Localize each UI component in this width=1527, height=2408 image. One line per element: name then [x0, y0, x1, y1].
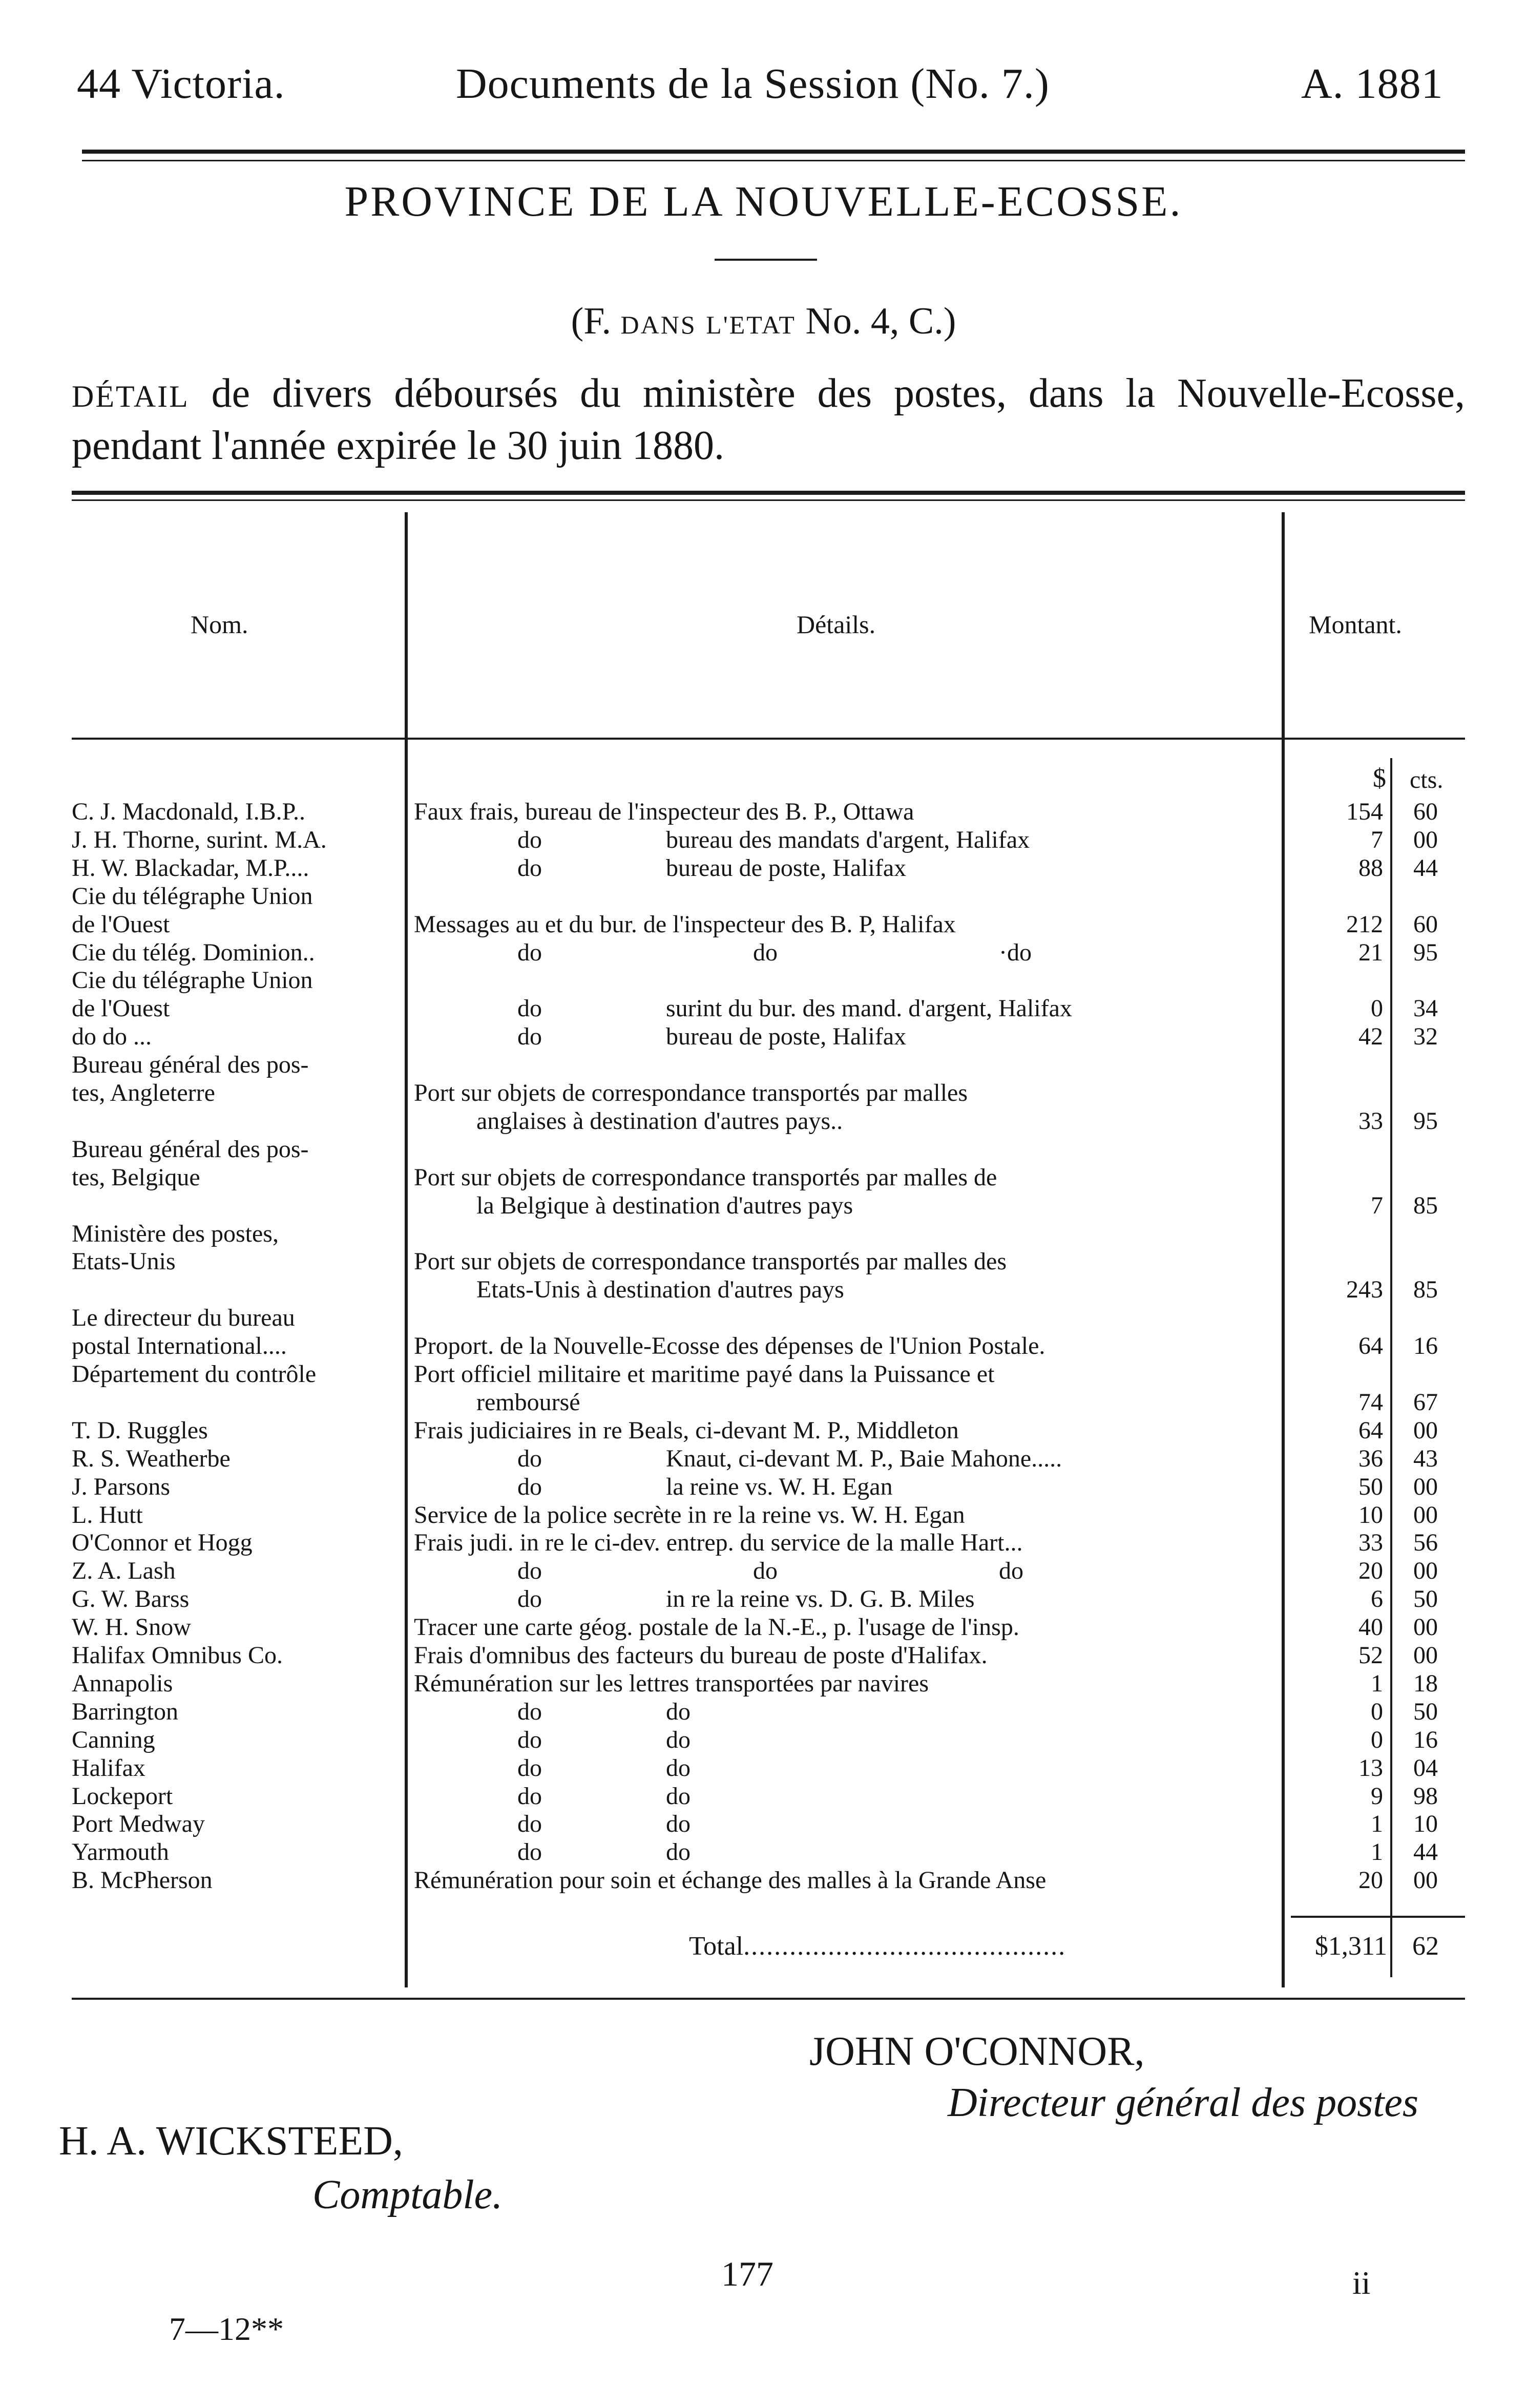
table-row: [0, 995, 1527, 1022]
table-row: [0, 1726, 1527, 1754]
detail-paragraph: [72, 369, 1465, 470]
row-detail: bureau de poste, Halifax: [666, 854, 907, 882]
payee-name: de l'Ouest: [72, 910, 170, 938]
payee-name: W. H. Snow: [72, 1614, 191, 1641]
ditto-mark: do: [517, 938, 542, 966]
table-row: [0, 1389, 1527, 1416]
amount-dollars: 64: [1358, 1332, 1383, 1360]
table-rule-top: [72, 491, 1465, 495]
amount-cents: 95: [1413, 938, 1438, 966]
amount-dollars: 212: [1346, 910, 1383, 938]
amount-dollars: 154: [1346, 798, 1383, 825]
total-amount: $1,311: [1314, 1932, 1387, 1961]
amount-cents: 85: [1413, 1191, 1438, 1219]
row-detail: Port sur objets de correspondance transportés par malles: [414, 1079, 968, 1106]
ditto-mark: do: [753, 938, 778, 966]
payee-name: Halifax Omnibus Co.: [72, 1642, 283, 1669]
table-row: [0, 1220, 1527, 1248]
table-row: [0, 1248, 1527, 1275]
amount-dollars: 10: [1358, 1501, 1383, 1528]
page-title: PROVINCE DE LA NOUVELLE-ECOSSE.: [344, 178, 1183, 225]
director-title: Directeur général des postes: [948, 2080, 1419, 2125]
row-detail: bureau de poste, Halifax: [666, 1023, 907, 1051]
amount-cents: 85: [1413, 1276, 1438, 1304]
payee-name: C. J. Macdonald, I.B.P..: [72, 798, 305, 825]
table-row: [0, 911, 1527, 938]
footer-code: 7—12**: [169, 2311, 284, 2347]
total-rule: [1291, 1916, 1465, 1918]
ref-open: (F.: [571, 300, 612, 342]
amount-dollars: 1: [1371, 1669, 1383, 1697]
amount-dollars: 243: [1346, 1276, 1383, 1304]
table-row: [0, 1332, 1527, 1360]
row-detail: do: [666, 1754, 691, 1782]
header-left: 44 Victoria.: [77, 60, 285, 108]
header-right: A. 1881: [1301, 60, 1444, 108]
row-detail: Port officiel militaire et maritime payé dans la Puissance et: [414, 1360, 995, 1388]
payee-name: Annapolis: [72, 1669, 173, 1697]
row-detail: Frais judiciaires in re Beals, ci-devant M. P., Middleton: [414, 1416, 959, 1444]
total-label: Total: [689, 1932, 744, 1961]
amount-dollars: 1: [1371, 1838, 1383, 1866]
amount-dollars: 0: [1371, 1698, 1383, 1725]
table-row: [0, 1614, 1527, 1641]
payee-name: tes, Belgique: [72, 1163, 200, 1191]
table-row: [0, 1867, 1527, 1894]
table-row: [0, 1192, 1527, 1220]
payee-name: J. Parsons: [72, 1473, 171, 1500]
table-row: [0, 1698, 1527, 1726]
header-separator: [72, 738, 1465, 740]
table-row: [0, 1023, 1527, 1051]
payee-name: Cie du télég. Dominion..: [72, 938, 315, 966]
table-row: [0, 1838, 1527, 1866]
payee-name: Canning: [72, 1726, 155, 1753]
ditto-mark: do: [517, 1782, 542, 1810]
amount-cents: 00: [1413, 1867, 1438, 1894]
total-cents: 62: [1412, 1932, 1439, 1961]
table-row: [0, 1557, 1527, 1585]
row-detail: Rémunération pour soin et échange des malles à la Grande Anse: [414, 1867, 1047, 1894]
table-row: [0, 1754, 1527, 1782]
amount-dollars: 7: [1371, 1191, 1383, 1219]
table-row: [0, 1107, 1527, 1135]
ditto-mark: do: [517, 1754, 542, 1782]
detail-text: de divers déboursés du ministère des postes, dans la Nouvelle-Ecosse, pendant l'année expirée le 30 juin 1880.: [72, 371, 1465, 468]
row-detail: bureau des mandats d'argent, Halifax: [666, 826, 1030, 853]
director-name: JOHN O'CONNOR,: [809, 2029, 1145, 2074]
ditto-mark: do: [517, 1810, 542, 1838]
row-detail-continued: remboursé: [476, 1388, 580, 1416]
unit-cents: cts.: [1410, 766, 1444, 793]
amount-cents: 98: [1413, 1782, 1438, 1810]
amount-cents: 56: [1413, 1529, 1438, 1557]
amount-dollars: 0: [1371, 1726, 1383, 1753]
row-detail: Knaut, ci-devant M. P., Baie Mahone.....: [666, 1444, 1062, 1472]
footer-roman: ii: [1352, 2265, 1371, 2301]
ditto-mark: do: [517, 1726, 542, 1753]
table-row: [0, 1501, 1527, 1529]
ditto-mark: do: [517, 1444, 542, 1472]
ditto-mark: do: [753, 1557, 778, 1585]
row-detail: in re la reine vs. D. G. B. Miles: [666, 1585, 975, 1613]
table-row: [0, 1670, 1527, 1698]
amount-dollars: 52: [1358, 1642, 1383, 1669]
row-detail: do: [666, 1838, 691, 1866]
row-detail: do: [666, 1810, 691, 1838]
table-row: [0, 1810, 1527, 1838]
amount-cents: 16: [1413, 1332, 1438, 1360]
ditto-mark: do: [517, 1838, 542, 1866]
row-detail: Faux frais, bureau de l'inspecteur des B. P., Ottawa: [414, 798, 914, 825]
amount-dollars: 0: [1371, 995, 1383, 1022]
amount-dollars: 64: [1358, 1416, 1383, 1444]
row-detail-continued: Etats-Unis à destination d'autres pays: [476, 1276, 844, 1304]
amount-dollars: 50: [1358, 1473, 1383, 1500]
row-detail: do: [666, 1726, 691, 1753]
amount-dollars: 33: [1358, 1107, 1383, 1135]
amount-cents: 67: [1413, 1388, 1438, 1416]
payee-name: O'Connor et Hogg: [72, 1529, 253, 1557]
amount-dollars: 40: [1358, 1614, 1383, 1641]
table-row: [0, 1417, 1527, 1444]
row-detail-continued: anglaises à destination d'autres pays..: [476, 1107, 843, 1135]
amount-cents: 04: [1413, 1754, 1438, 1782]
amount-dollars: 42: [1358, 1023, 1383, 1051]
column-header-montant: Montant.: [1309, 610, 1402, 639]
payee-name: Halifax: [72, 1754, 145, 1782]
amount-cents: 16: [1413, 1726, 1438, 1753]
header-center: Documents de la Session (No. 7.): [456, 60, 1050, 108]
statement-reference: [0, 300, 1527, 343]
detail-lead: DÉTAIL: [72, 380, 190, 413]
table-rule-top-thin: [72, 499, 1465, 501]
amount-cents: 43: [1413, 1444, 1438, 1472]
amount-cents: 60: [1413, 910, 1438, 938]
amount-cents: 00: [1413, 826, 1438, 853]
row-detail: Service de la police secrète in re la reine vs. W. H. Egan: [414, 1501, 965, 1528]
page-number: 177: [721, 2254, 773, 2293]
amount-dollars: 36: [1358, 1444, 1383, 1472]
payee-name: Le directeur du bureau: [72, 1304, 295, 1332]
title-divider: [715, 259, 817, 261]
payee-name: Département du contrôle: [72, 1360, 317, 1388]
table-row: [0, 854, 1527, 882]
table-row: [0, 1445, 1527, 1473]
amount-dollars: 20: [1358, 1557, 1383, 1585]
ditto-mark: do: [517, 854, 542, 882]
header-rule-bottom: [82, 160, 1465, 161]
payee-name: Ministère des postes,: [72, 1220, 279, 1247]
payee-name: Bureau général des pos-: [72, 1051, 309, 1079]
amount-cents: 44: [1413, 1838, 1438, 1866]
table-row: [0, 967, 1527, 994]
amount-cents: 32: [1413, 1023, 1438, 1051]
amount-dollars: 7: [1371, 826, 1383, 853]
table-row: [0, 1051, 1527, 1079]
payee-name: Cie du télégraphe Union: [72, 967, 313, 994]
row-detail: Messages au et du bur. de l'inspecteur des B. P, Halifax: [414, 910, 956, 938]
table-row: [0, 1304, 1527, 1332]
ref-rest: No. 4, C.): [805, 300, 956, 342]
table-row: [0, 1585, 1527, 1613]
payee-name: Bureau général des pos-: [72, 1135, 309, 1163]
ref-dans: DANS: [620, 310, 697, 339]
ditto-mark: do: [517, 1698, 542, 1725]
amount-cents: 34: [1413, 995, 1438, 1022]
payee-name: H. W. Blackadar, M.P....: [72, 854, 309, 882]
amount-cents: 00: [1413, 1416, 1438, 1444]
table-row: [0, 798, 1527, 826]
payee-name: Lockeport: [72, 1782, 173, 1810]
table-row: [0, 1529, 1527, 1557]
amount-cents: 44: [1413, 854, 1438, 882]
amount-cents: 00: [1413, 1501, 1438, 1528]
payee-name: Yarmouth: [72, 1838, 169, 1866]
unit-dollar: $: [1373, 764, 1386, 793]
row-detail: Tracer une carte géog. postale de la N.-E., p. l'usage de l'insp.: [414, 1614, 1019, 1641]
row-detail: Frais judi. in re le ci-dev. entrep. du service de la malle Hart...: [414, 1529, 1023, 1557]
amount-dollars: 21: [1358, 938, 1383, 966]
accountant-title: Comptable.: [312, 2172, 503, 2217]
payee-name: postal International....: [72, 1332, 287, 1360]
payee-name: R. S. Weatherbe: [72, 1444, 231, 1472]
row-detail: Port sur objets de correspondance transportés par malles de: [414, 1163, 997, 1191]
accountant-name: H. A. WICKSTEED,: [59, 2119, 403, 2164]
ditto-mark: do: [517, 1023, 542, 1051]
row-detail: ·do: [999, 938, 1032, 966]
table-row: [0, 1642, 1527, 1669]
row-detail: do: [666, 1782, 691, 1810]
row-detail: Port sur objets de correspondance transportés par malles des: [414, 1248, 1007, 1275]
ditto-mark: do: [517, 1473, 542, 1500]
amount-dollars: 33: [1358, 1529, 1383, 1557]
amount-cents: 00: [1413, 1614, 1438, 1641]
amount-dollars: 20: [1358, 1867, 1383, 1894]
table-row: [0, 939, 1527, 967]
row-detail: Frais d'omnibus des facteurs du bureau de poste d'Halifax.: [414, 1642, 988, 1669]
table-row: [0, 1360, 1527, 1388]
row-detail: surint du bur. des mand. d'argent, Halifax: [666, 995, 1072, 1022]
amount-dollars: 1: [1371, 1810, 1383, 1838]
row-detail: Rémunération sur les lettres transportées par navires: [414, 1669, 929, 1697]
column-header-details: Détails.: [797, 610, 876, 639]
payee-name: B. McPherson: [72, 1867, 213, 1894]
payee-name: Port Medway: [72, 1810, 205, 1838]
row-detail-continued: la Belgique à destination d'autres pays: [476, 1191, 853, 1219]
amount-dollars: 6: [1371, 1585, 1383, 1613]
amount-cents: 00: [1413, 1557, 1438, 1585]
table-row: [0, 1783, 1527, 1810]
row-detail: do: [666, 1698, 691, 1725]
total-leader: ..........................................: [743, 1932, 1066, 1961]
row-detail: la reine vs. W. H. Egan: [666, 1473, 893, 1500]
payee-name: do do ...: [72, 1023, 152, 1051]
amount-dollars: 74: [1358, 1388, 1383, 1416]
payee-name: G. W. Barss: [72, 1585, 190, 1613]
ditto-mark: do: [517, 995, 542, 1022]
row-detail: Proport. de la Nouvelle-Ecosse des dépenses de l'Union Postale.: [414, 1332, 1045, 1360]
payee-name: Barrington: [72, 1698, 178, 1725]
amount-cents: 50: [1413, 1698, 1438, 1725]
payee-name: T. D. Ruggles: [72, 1416, 208, 1444]
table-row: [0, 1136, 1527, 1163]
payee-name: de l'Ouest: [72, 995, 170, 1022]
total-row-label: [689, 1931, 1066, 1961]
column-header-nom: Nom.: [191, 610, 248, 639]
payee-name: Cie du télégraphe Union: [72, 882, 313, 910]
amount-cents: 95: [1413, 1107, 1438, 1135]
table-row: [0, 1079, 1527, 1107]
payee-name: Etats-Unis: [72, 1248, 176, 1275]
amount-cents: 50: [1413, 1585, 1438, 1613]
payee-name: Z. A. Lash: [72, 1557, 176, 1585]
amount-dollars: 9: [1371, 1782, 1383, 1810]
amount-cents: 60: [1413, 798, 1438, 825]
table-row: [0, 883, 1527, 910]
payee-name: J. H. Thorne, surint. M.A.: [72, 826, 327, 853]
amount-cents: 18: [1413, 1669, 1438, 1697]
table-rule-bottom: [72, 1998, 1465, 2000]
ditto-mark: do: [517, 1585, 542, 1613]
ditto-mark: do: [517, 1557, 542, 1585]
payee-name: tes, Angleterre: [72, 1079, 215, 1106]
amount-cents: 00: [1413, 1642, 1438, 1669]
table-row: [0, 1276, 1527, 1304]
table-row: [0, 826, 1527, 854]
ref-etat: L'ETAT: [706, 310, 796, 339]
table-row: [0, 1473, 1527, 1501]
amount-dollars: 13: [1358, 1754, 1383, 1782]
payee-name: L. Hutt: [72, 1501, 143, 1528]
ditto-mark: do: [517, 826, 542, 853]
amount-cents: 10: [1413, 1810, 1438, 1838]
header-rule-top: [82, 150, 1465, 154]
row-detail: do: [999, 1557, 1023, 1585]
table-row: [0, 1164, 1527, 1191]
amount-cents: 00: [1413, 1473, 1438, 1500]
amount-dollars: 88: [1358, 854, 1383, 882]
